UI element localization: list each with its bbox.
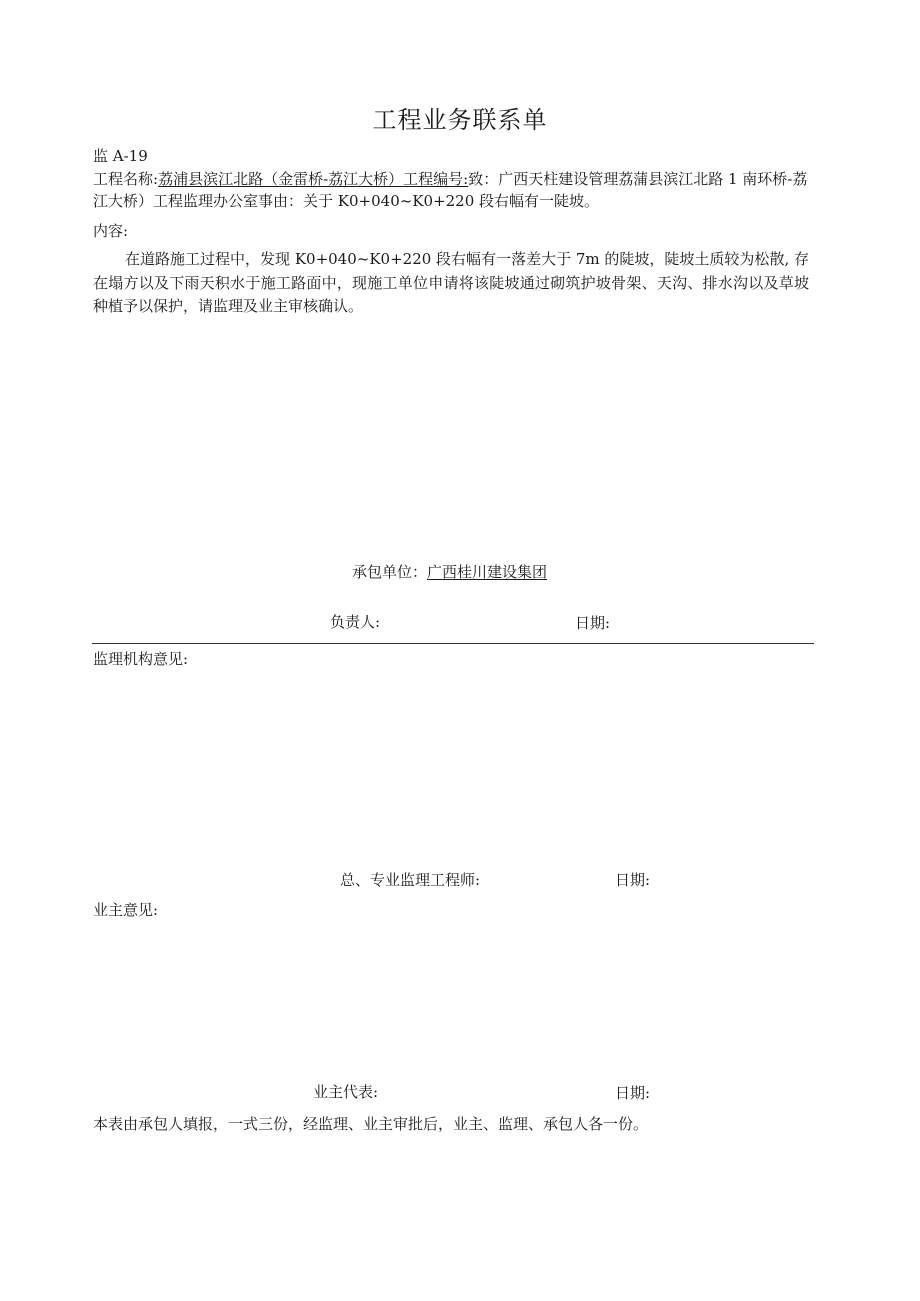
footnote: 本表由承包人填报，一式三份，经监理、业主审批后，业主、监理、承包人各一份。 xyxy=(93,1115,649,1133)
project-number-label: 工程编号: xyxy=(403,170,469,188)
supervising-engineer-label: 总、专业监理工程师: xyxy=(340,871,481,889)
supervision-opinion-label: 监理机构意见: xyxy=(93,650,189,668)
subject-label: 事由： xyxy=(258,192,304,210)
owner-representative-label: 业主代表: xyxy=(313,1083,379,1101)
owner-date-label: 日期: xyxy=(615,1084,651,1102)
document-title: 工程业务联系单 xyxy=(372,106,548,134)
contractor-line xyxy=(352,561,547,582)
form-number: 监 A-19 xyxy=(93,147,148,165)
contractor-label: 承包单位： xyxy=(352,563,428,581)
subject: 关于 K0+040~K0+220 段右幅有一陡坡。 xyxy=(303,192,600,210)
project-name-label: 工程名称: xyxy=(93,170,159,188)
content-label: 内容: xyxy=(93,222,129,240)
recipient: 广西天柱建设管理荔蒲县滨江北路 1 南环桥-荔江大桥）工程监理办公室 xyxy=(93,170,808,210)
header-block xyxy=(93,168,813,212)
contractor-date-label: 日期: xyxy=(575,614,611,632)
section-divider xyxy=(92,643,814,644)
project-name: 荔浦县滨江北路（金雷桥-荔江大桥） xyxy=(158,170,404,188)
owner-opinion-label: 业主意见: xyxy=(93,901,159,919)
responsible-person-label: 负责人: xyxy=(330,613,381,631)
supervision-date-label: 日期: xyxy=(615,871,651,889)
recipient-label: 致： xyxy=(468,170,499,188)
content-text: 在道路施工过程中，发现 K0+040~K0+220 段右幅有一落差大于 7m 的陡坡，陡坡土质较为松散, 存在塌方以及下雨天积水于施工路面中，现施工单位申请将该陡坡通过砌筑护坡骨架、天沟、排水沟以及草坡种植予以保护，请监理及业主审核确认。 xyxy=(93,250,809,315)
contractor-name: 广西桂川建设集团 xyxy=(427,563,548,581)
